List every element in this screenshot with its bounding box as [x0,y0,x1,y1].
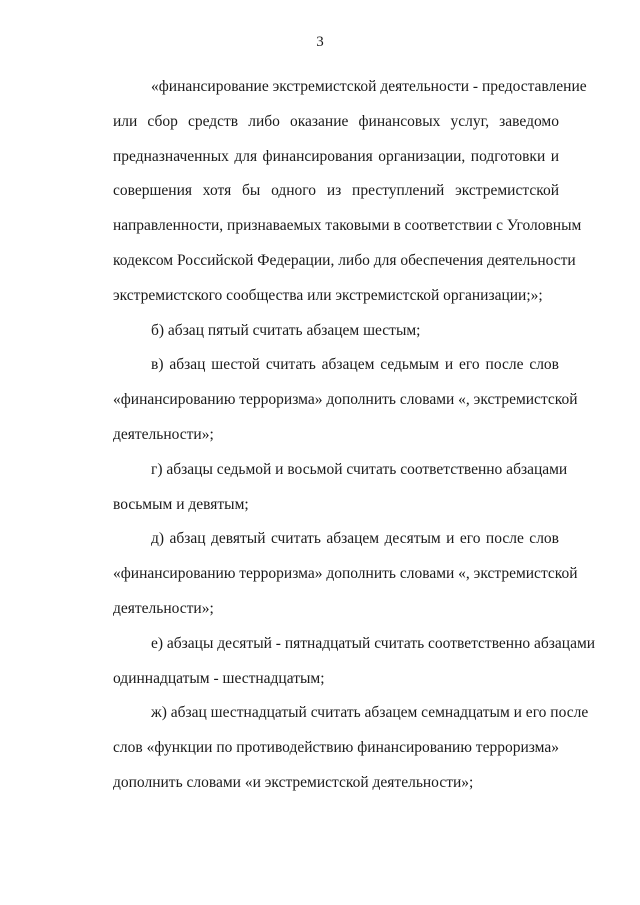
text-line: г) абзацы седьмой и восьмой считать соответственно абзацами [151,460,568,478]
page-number: 3 [316,34,324,50]
text-line: предназначенных для финансирования организации, подготовки и [113,147,559,165]
text-line: направленности, признаваемых таковыми в соответствии с Уголовным [113,217,582,235]
document-body [75,70,596,801]
paragraph-b [75,314,559,349]
text-line: восьмым и девятым; [113,495,249,513]
text-line: б) абзац пятый считать абзацем шестым; [151,321,421,339]
paragraph-definition [75,70,587,314]
text-line: слов «функции по противодействию финансированию терроризма» [113,739,559,757]
text-line: деятельности»; [113,425,214,443]
text-line: кодексом Российской Федерации, либо для обеспечения деятельности [113,251,576,269]
paragraph-zh [75,696,589,800]
paragraph-v [75,348,578,452]
text-line: одиннадцатым - шестнадцатым; [113,669,325,687]
text-line: д) абзац девятый считать абзацем десятым и его после слов [151,530,559,548]
paragraph-e [75,627,596,697]
text-line: или сбор средств либо оказание финансовых услуг, заведомо [113,112,559,130]
paragraph-d [75,522,578,626]
text-line: деятельности»; [113,599,214,617]
text-line: «финансированию терроризма» дополнить словами «, экстремистской [113,565,578,583]
text-line: в) абзац шестой считать абзацем седьмым и его после слов [151,356,559,374]
text-line: ж) абзац шестнадцатый считать абзацем семнадцатым и его после [151,704,589,722]
text-line: совершения хотя бы одного из преступлений экстремистской [113,182,559,200]
text-line: дополнить словами «и экстремистской деятельности»; [113,773,474,791]
paragraph-g [75,453,568,523]
text-line: «финансирование экстремистской деятельности - предоставление [151,78,587,95]
text-line: е) абзацы десятый - пятнадцатый считать соответственно абзацами [151,634,596,652]
text-line: «финансированию терроризма» дополнить словами «, экстремистской [113,391,578,409]
text-line: экстремистского сообщества или экстремистской организации;»; [113,286,543,304]
